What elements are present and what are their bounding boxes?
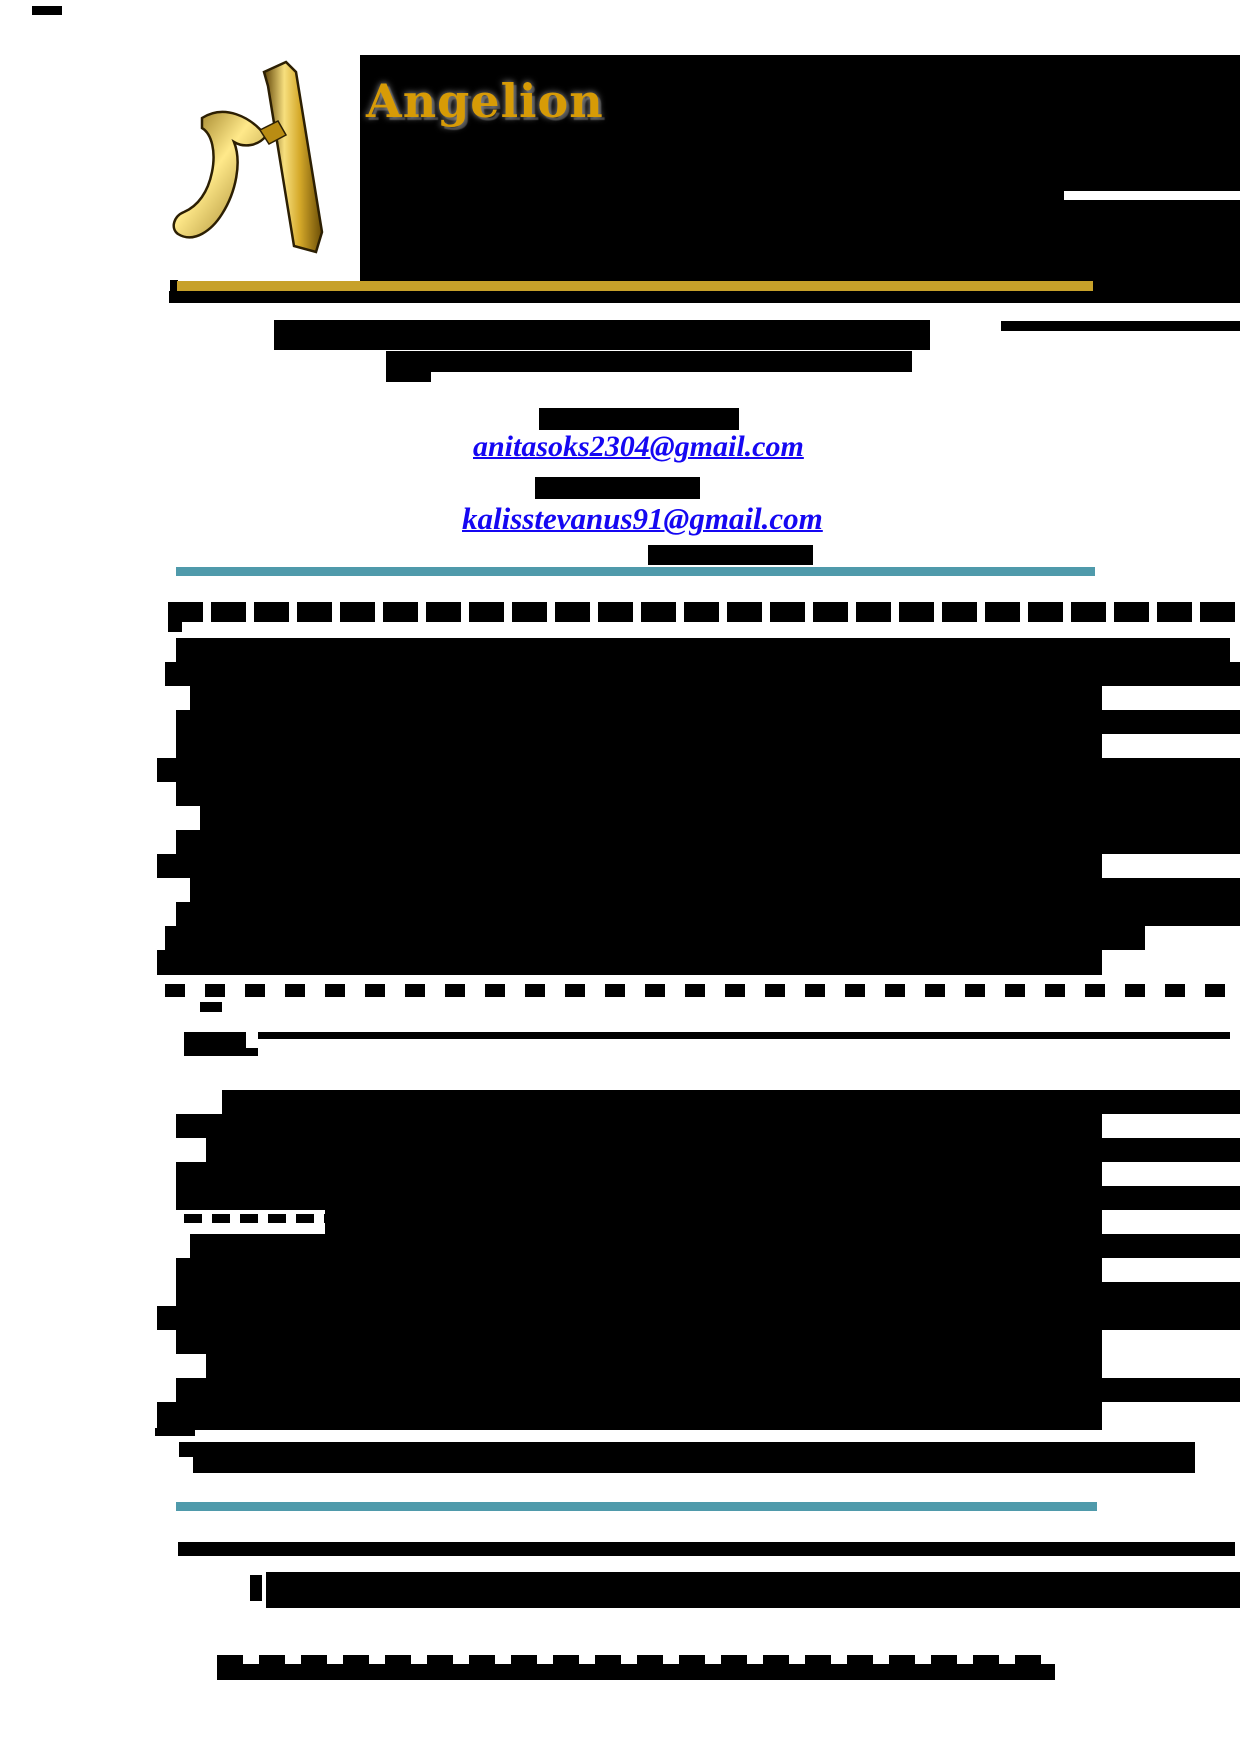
redaction-bar [179,1442,1195,1457]
redaction-bar [176,1258,1102,1282]
redaction-dash [1125,984,1145,997]
redaction-bar [222,1090,1240,1114]
redaction-dash [925,984,945,997]
intro-redaction-line [386,351,912,372]
page-corner-mark [32,6,62,15]
intro-redaction-stub [386,372,431,382]
redaction-dash [1005,984,1025,997]
redaction-dash [165,984,185,997]
redaction-bar [176,1378,1240,1402]
redaction-bar [176,1162,1102,1186]
company-logo [172,58,336,264]
redaction-dash [259,1655,285,1664]
redaction-dash [931,1655,957,1664]
redaction-bar [157,854,1102,878]
redaction-dash [301,1655,327,1664]
redaction-dash [1165,984,1185,997]
redaction-dash [1028,602,1063,622]
redaction-bar [176,1114,1102,1138]
redaction-dash [595,1655,621,1664]
redaction-dash [240,1214,258,1223]
redaction-dash [598,602,633,622]
redaction-stub [250,1575,262,1601]
email-link-secondary[interactable]: kalisstevanus91@gmail.com [462,501,823,536]
redaction-dash [805,1655,831,1664]
redaction-dash [1071,602,1106,622]
redaction-bar [176,1282,1240,1306]
redaction-dash [1157,602,1192,622]
redaction-dash [297,602,332,622]
redaction-dash [217,1655,243,1664]
redaction-dash [340,602,375,622]
redaction-dash [645,984,665,997]
gold-rule-shadow [169,291,1240,303]
redaction-dash [385,1655,411,1664]
redaction-bar [176,1330,1102,1354]
redaction-dash [485,984,505,997]
redaction-bar [178,1542,1235,1556]
redaction-dash [469,1655,495,1664]
redaction-bar [176,710,1240,734]
redaction-bar [325,1210,1102,1234]
redaction-bar [157,950,1102,975]
redaction-dash [405,984,425,997]
redaction-dash [512,602,547,622]
redaction-dash [296,1214,314,1223]
redaction-dash [641,602,676,622]
redaction-dash [427,1655,453,1664]
letter-a-logo-icon [172,58,336,262]
redaction-dash [684,602,719,622]
footer-redaction-bar [217,1664,1055,1680]
contact-label-redaction [539,408,739,430]
redaction-bar [176,734,1102,758]
redaction-dash [324,1214,342,1223]
redaction-bar [176,1186,1240,1210]
redaction-dash [325,984,345,997]
redaction-dash [889,1655,915,1664]
redaction-dash [254,602,289,622]
gold-rule [177,281,1093,291]
redaction-dash [285,984,305,997]
redaction-bar [176,902,1240,926]
redaction-dash [168,602,203,622]
redaction-dash [973,1655,999,1664]
intro-right-line [1001,321,1240,331]
redaction-dash [725,984,745,997]
redaction-dash [856,602,891,622]
section-heading-fragment [240,1048,258,1056]
redaction-dash [985,602,1020,622]
redaction-dash [605,984,625,997]
redaction-dash [637,1655,663,1664]
redaction-dash [565,984,585,997]
redaction-bar [165,662,1240,686]
redaction-bar [157,758,1240,782]
redaction-bar [206,1138,1240,1162]
redaction-dash [942,602,977,622]
redaction-dash [511,1655,537,1664]
redaction-dash [1015,1655,1041,1664]
redaction-bar [190,686,1102,710]
contact-label-redaction [648,545,813,565]
teal-divider-bottom [176,1502,1097,1511]
redaction-dash [525,984,545,997]
redaction-bar [176,830,1240,854]
redaction-bar [176,638,1230,662]
redaction-bar [190,878,1240,902]
redaction-dash [245,984,265,997]
contact-label-redaction [535,477,700,499]
redaction-bar [200,806,1240,830]
redaction-dash [847,1655,873,1664]
redaction-dash [469,602,504,622]
redaction-dash [205,984,225,997]
redaction-dash [1205,984,1225,997]
redaction-bar [266,1572,1240,1608]
redaction-dash [1200,602,1235,622]
redaction-dash [765,984,785,997]
redaction-dash [445,984,465,997]
redaction-dash [211,602,246,622]
redaction-dash [555,602,590,622]
redaction-dash [365,984,385,997]
redaction-dash [1085,984,1105,997]
redaction-dash [679,1655,705,1664]
redaction-dash [763,1655,789,1664]
email-link-primary[interactable]: anitasoks2304@gmail.com [473,430,804,463]
redaction-dash [383,602,418,622]
redaction-dash [770,602,805,622]
redaction-dash [426,602,461,622]
redaction-dash [553,1655,579,1664]
redaction-bar [176,782,1240,806]
redaction-dash [1114,602,1149,622]
redaction-bar [190,1234,1240,1258]
header-white-notch [1064,191,1240,200]
redaction-dash [685,984,705,997]
redaction-bar [165,926,1145,950]
redaction-dash [184,1214,202,1223]
section-heading-rule [258,1032,1230,1039]
redaction-dash [813,602,848,622]
redaction-stub [200,1002,222,1012]
intro-redaction-line [274,320,930,350]
redaction-dash [1045,984,1065,997]
teal-divider-top [176,567,1095,576]
redaction-dash [343,1655,369,1664]
redaction-dash [899,602,934,622]
redaction-bar [157,1402,1102,1430]
section-heading-fragment [184,1032,246,1056]
redaction-bar [206,1354,1102,1378]
redaction-dash [727,602,762,622]
redaction-dash [268,1214,286,1223]
redaction-bar [157,1306,1240,1330]
redaction-dash [885,984,905,997]
redaction-bar [193,1457,1195,1473]
brand-title: Angelion [366,74,604,128]
redaction-dash [845,984,865,997]
redaction-dash [212,1214,230,1223]
redaction-dash [721,1655,747,1664]
redaction-stub [155,1428,195,1436]
redaction-dash [965,984,985,997]
redaction-dash [805,984,825,997]
